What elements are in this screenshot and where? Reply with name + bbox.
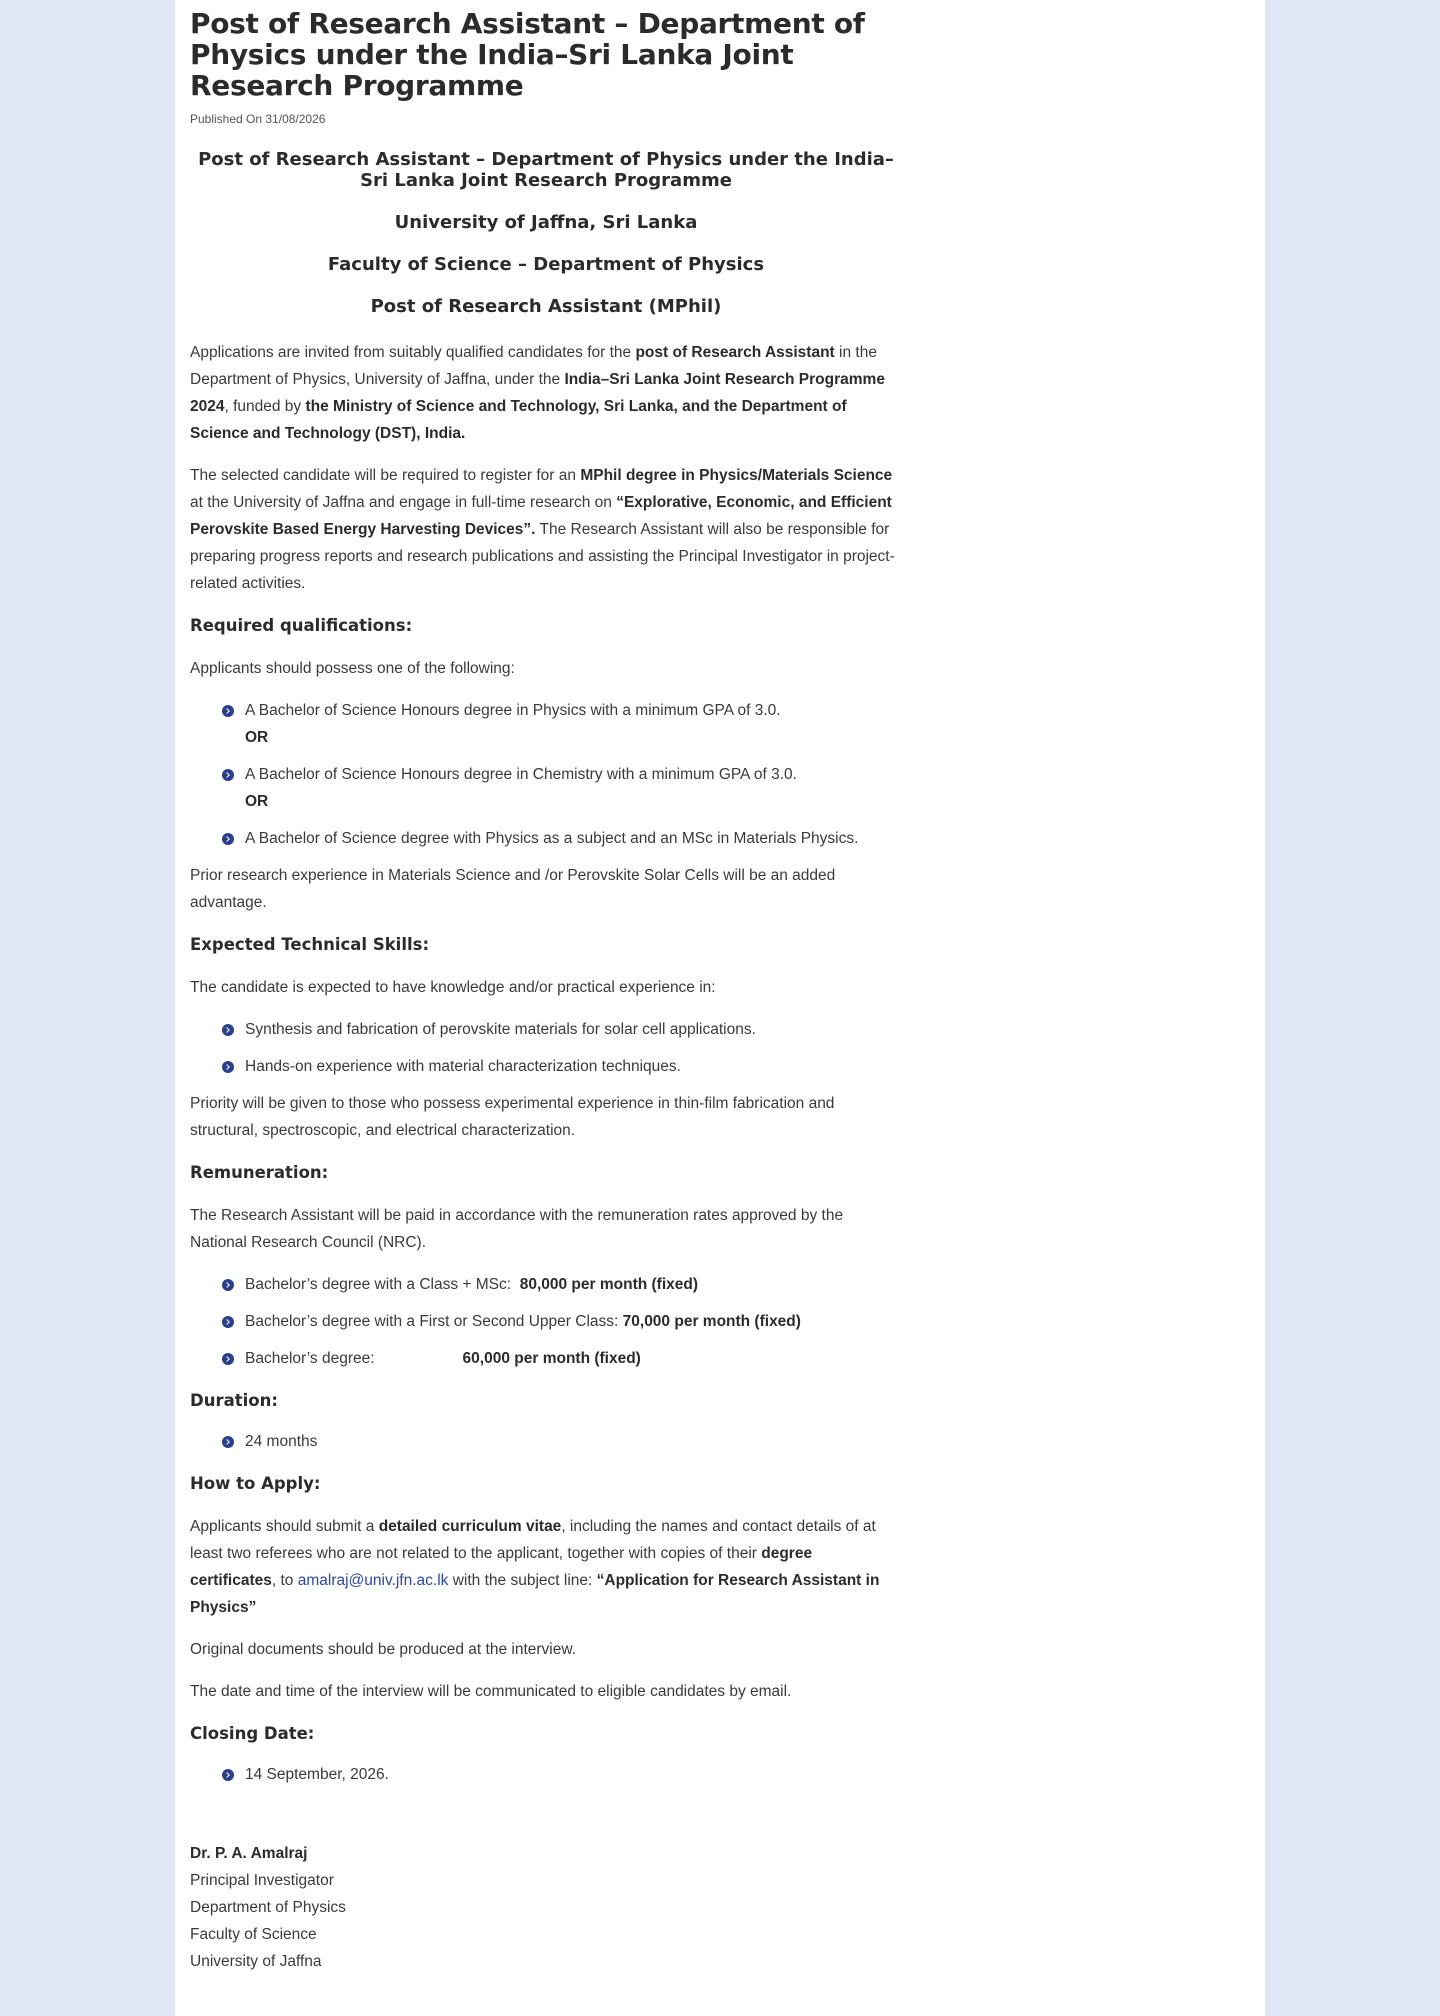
duration-list — [190, 1428, 902, 1455]
heading-university: University of Jaffna, Sri Lanka — [394, 212, 698, 233]
remuneration-heading: Remuneration: — [190, 1163, 329, 1182]
closing-list — [190, 1761, 902, 1788]
signature-line: Faculty of Science — [190, 1926, 317, 1943]
list-item: A Bachelor of Science degree with Physics as a subject and an MSc in Materials Physics. — [220, 825, 902, 852]
chevron-circle-icon — [222, 1769, 234, 1781]
apply-paragraph: Applicants should submit a detailed curriculum vitae, including the names and contact details of at least two referees who are not related to the applicant, together with copies of their degree certificates, to amalraj@univ.jfn.ac.lk with the subject line: “Application for Research Assistant in Physics” — [190, 1518, 880, 1616]
chevron-circle-icon — [222, 1436, 234, 1448]
chevron-circle-icon — [222, 705, 234, 717]
list-item: Synthesis and fabrication of perovskite materials for solar cell applications. — [220, 1016, 902, 1043]
duration-heading: Duration: — [190, 1391, 278, 1410]
signature-line: Principal Investigator — [190, 1872, 334, 1889]
skills-note: Priority will be given to those who possess experimental experience in thin-film fabrication and structural, spectroscopic, and electrical characterization. — [190, 1095, 835, 1139]
chevron-circle-icon — [222, 1353, 234, 1365]
signature-line: Department of Physics — [190, 1899, 346, 1916]
list-item: 24 months — [220, 1428, 902, 1455]
qualifications-lead: Applicants should possess one of the following: — [190, 660, 515, 677]
signature-line: University of Jaffna — [190, 1953, 322, 1970]
chevron-circle-icon — [222, 1279, 234, 1291]
list-item: Bachelor’s degree with a Class + MSc: 80,000 per month (fixed) — [220, 1271, 902, 1298]
email-link[interactable]: amalraj@univ.jfn.ac.lk — [297, 1572, 449, 1589]
qualifications-list — [190, 697, 902, 852]
qualifications-note: Prior research experience in Materials Science and /or Perovskite Solar Cells will be an added advantage. — [190, 867, 836, 911]
chevron-circle-icon — [222, 1316, 234, 1328]
heading-post: Post of Research Assistant – Department of Physics under the India–Sri Lanka Joint Research Programme — [198, 149, 894, 191]
skills-list — [190, 1016, 902, 1080]
apply-interview-note: The date and time of the interview will be communicated to eligible candidates by email. — [190, 1683, 792, 1700]
list-item: A Bachelor of Science Honours degree in Physics with a minimum GPA of 3.0. OR — [220, 697, 902, 751]
apply-documents-note: Original documents should be produced at the interview. — [190, 1641, 577, 1658]
list-item: Bachelor’s degree: 60,000 per month (fixed) — [220, 1345, 902, 1372]
chevron-circle-icon — [222, 833, 234, 845]
remuneration-list — [190, 1271, 902, 1372]
remuneration-lead: The Research Assistant will be paid in accordance with the remuneration rates approved by the National Research Council (NRC). — [190, 1207, 844, 1251]
heading-mphil: Post of Research Assistant (MPhil) — [370, 296, 722, 317]
list-item: Bachelor’s degree with a First or Second Upper Class: 70,000 per month (fixed) — [220, 1308, 902, 1335]
qualifications-heading: Required qualifications: — [190, 616, 413, 635]
chevron-circle-icon — [222, 769, 234, 781]
signature-block — [190, 1840, 902, 1975]
chevron-circle-icon — [222, 1061, 234, 1073]
list-item: Hands-on experience with material characterization techniques. — [220, 1053, 902, 1080]
intro-paragraph: Applications are invited from suitably qualified candidates for the post of Research Assistant in the Department of Physics, University of Jaffna, under the India–Sri Lanka Joint Research Programme 2024, funded by the Ministry of Science and Technology, Sri Lanka, and the Department of Science and Technology (DST), India. — [190, 344, 885, 442]
skills-lead: The candidate is expected to have knowledge and/or practical experience in: — [190, 979, 716, 996]
list-item: 14 September, 2026. — [220, 1761, 902, 1788]
article — [190, 0, 902, 1975]
apply-heading: How to Apply: — [190, 1474, 321, 1493]
heading-faculty: Faculty of Science – Department of Physics — [327, 254, 765, 275]
page-container — [175, 0, 1265, 2016]
signature-name: Dr. P. A. Amalraj — [190, 1845, 308, 1862]
closing-heading: Closing Date: — [190, 1724, 315, 1743]
research-paragraph: The selected candidate will be required to register for an MPhil degree in Physics/Materials Science at the University of Jaffna and engage in full-time research on “Explorative, Economic, and Efficient Perovskite Based Energy Harvesting Devices”. The Research Assistant will also be responsible for preparing progress reports and research publications and assisting the Principal Investigator in project-related activities. — [190, 467, 895, 592]
page-title: Post of Research Assistant – Department of Physics under the India–Sri Lanka Joint Research Programme — [190, 7, 865, 102]
published-date: Published On 31/08/2026 — [190, 112, 326, 126]
chevron-circle-icon — [222, 1024, 234, 1036]
list-item: A Bachelor of Science Honours degree in Chemistry with a minimum GPA of 3.0. OR — [220, 761, 902, 815]
skills-heading: Expected Technical Skills: — [190, 935, 430, 954]
